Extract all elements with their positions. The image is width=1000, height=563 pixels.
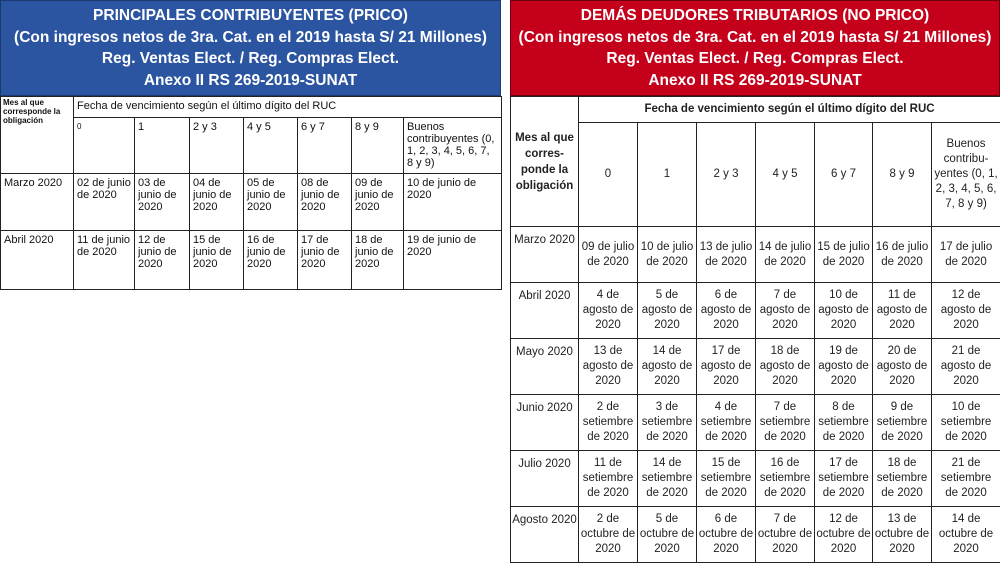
no-prico-digit-1: 1 bbox=[638, 123, 697, 227]
no-prico-digit-2-3: 2 y 3 bbox=[697, 123, 756, 227]
no-prico-date-cell: 13 de agosto de 2020 bbox=[579, 339, 638, 395]
prico-subtitle-registers: Reg. Ventas Elect. / Reg. Compras Elect. bbox=[1, 48, 500, 70]
no-prico-banner bbox=[510, 0, 1000, 96]
prico-date-cell: 05 de junio de 2020 bbox=[244, 174, 298, 231]
no-prico-date-cell: 17 de agosto de 2020 bbox=[697, 339, 756, 395]
no-prico-date-cell: 16 de setiembre de 2020 bbox=[756, 451, 815, 507]
no-prico-row-month: Mayo 2020 bbox=[511, 339, 579, 395]
no-prico-date-cell: 20 de agosto de 2020 bbox=[873, 339, 932, 395]
no-prico-mes-header: Mes al que corres-ponde la obligación bbox=[511, 97, 579, 227]
no-prico-date-cell: 15 de julio de 2020 bbox=[815, 227, 873, 283]
table-row bbox=[511, 227, 1000, 283]
prico-date-cell: 19 de junio de 2020 bbox=[404, 231, 502, 290]
prico-date-cell: 10 de junio de 2020 bbox=[404, 174, 502, 231]
no-prico-date-cell: 10 de setiembre de 2020 bbox=[932, 395, 1000, 451]
no-prico-date-cell: 17 de julio de 2020 bbox=[932, 227, 1000, 283]
no-prico-date-cell: 9 de setiembre de 2020 bbox=[873, 395, 932, 451]
no-prico-date-cell: 12 de octubre de 2020 bbox=[815, 507, 873, 563]
no-prico-date-cell: 14 de octubre de 2020 bbox=[932, 507, 1000, 563]
no-prico-date-cell: 12 de agosto de 2020 bbox=[932, 283, 1000, 339]
table-row bbox=[511, 339, 1000, 395]
prico-mes-header: Mes al que corresponde la obligación bbox=[1, 97, 74, 174]
no-prico-digit-0: 0 bbox=[579, 123, 638, 227]
no-prico-date-cell: 3 de setiembre de 2020 bbox=[638, 395, 697, 451]
no-prico-date-cell: 7 de octubre de 2020 bbox=[756, 507, 815, 563]
no-prico-date-cell: 4 de setiembre de 2020 bbox=[697, 395, 756, 451]
prico-date-cell: 08 de junio de 2020 bbox=[298, 174, 352, 231]
no-prico-row-month: Agosto 2020 bbox=[511, 507, 579, 563]
no-prico-date-cell: 14 de setiembre de 2020 bbox=[638, 451, 697, 507]
prico-fecha-header: Fecha de vencimiento según el último dígito del RUC bbox=[74, 97, 502, 118]
no-prico-date-cell: 2 de setiembre de 2020 bbox=[579, 395, 638, 451]
no-prico-date-cell: 19 de agosto de 2020 bbox=[815, 339, 873, 395]
no-prico-schedule-table bbox=[510, 96, 1000, 563]
no-prico-date-cell: 6 de agosto de 2020 bbox=[697, 283, 756, 339]
no-prico-date-cell: 13 de octubre de 2020 bbox=[873, 507, 932, 563]
no-prico-row-month: Marzo 2020 bbox=[511, 227, 579, 283]
table-row bbox=[511, 283, 1000, 339]
no-prico-digit-8-9: 8 y 9 bbox=[873, 123, 932, 227]
no-prico-date-cell: 2 de octubre de 2020 bbox=[579, 507, 638, 563]
no-prico-date-cell: 10 de julio de 2020 bbox=[638, 227, 697, 283]
prico-date-cell: 03 de junio de 2020 bbox=[135, 174, 190, 231]
no-prico-date-cell: 16 de julio de 2020 bbox=[873, 227, 932, 283]
prico-title: PRINCIPALES CONTRIBUYENTES (PRICO) bbox=[1, 5, 500, 27]
no-prico-digit-buenos: Buenos contribu-yentes (0, 1, 2, 3, 4, 5, 6, 7, 8 y 9) bbox=[932, 123, 1000, 227]
no-prico-date-cell: 5 de octubre de 2020 bbox=[638, 507, 697, 563]
prico-digit-buenos: Buenos contribuyentes (0, 1, 2, 3, 4, 5, 6, 7, 8 y 9) bbox=[404, 118, 502, 174]
table-row bbox=[511, 395, 1000, 451]
no-prico-subtitle-annex: Anexo II RS 269-2019-SUNAT bbox=[511, 70, 999, 92]
no-prico-date-cell: 18 de agosto de 2020 bbox=[756, 339, 815, 395]
prico-date-cell: 18 de junio de 2020 bbox=[352, 231, 404, 290]
prico-digit-6-7: 6 y 7 bbox=[298, 118, 352, 174]
no-prico-subtitle-registers: Reg. Ventas Elect. / Reg. Compras Elect. bbox=[511, 48, 999, 70]
no-prico-title: DEMÁS DEUDORES TRIBUTARIOS (NO PRICO) bbox=[511, 5, 999, 27]
prico-date-cell: 16 de junio de 2020 bbox=[244, 231, 298, 290]
prico-subtitle-annex: Anexo II RS 269-2019-SUNAT bbox=[1, 70, 500, 92]
no-prico-date-cell: 4 de agosto de 2020 bbox=[579, 283, 638, 339]
prico-digit-0: 0 bbox=[74, 118, 135, 174]
prico-date-cell: 12 de junio de 2020 bbox=[135, 231, 190, 290]
prico-digit-4-5: 4 y 5 bbox=[244, 118, 298, 174]
prico-date-cell: 11 de junio de 2020 bbox=[74, 231, 135, 290]
no-prico-panel bbox=[510, 0, 1000, 560]
no-prico-date-cell: 11 de agosto de 2020 bbox=[873, 283, 932, 339]
no-prico-date-cell: 7 de setiembre de 2020 bbox=[756, 395, 815, 451]
no-prico-digit-6-7: 6 y 7 bbox=[815, 123, 873, 227]
table-row bbox=[511, 451, 1000, 507]
no-prico-date-cell: 21 de setiembre de 2020 bbox=[932, 451, 1000, 507]
prico-schedule-table bbox=[0, 96, 502, 290]
prico-date-cell: 09 de junio de 2020 bbox=[352, 174, 404, 231]
prico-date-cell: 04 de junio de 2020 bbox=[190, 174, 244, 231]
prico-date-cell: 17 de junio de 2020 bbox=[298, 231, 352, 290]
prico-row-month: Abril 2020 bbox=[1, 231, 74, 290]
no-prico-date-cell: 14 de agosto de 2020 bbox=[638, 339, 697, 395]
table-row bbox=[1, 174, 502, 231]
no-prico-digit-4-5: 4 y 5 bbox=[756, 123, 815, 227]
no-prico-subtitle-income: (Con ingresos netos de 3ra. Cat. en el 2019 hasta S/ 21 Millones) bbox=[511, 27, 999, 49]
prico-digit-2-3: 2 y 3 bbox=[190, 118, 244, 174]
no-prico-date-cell: 6 de octubre de 2020 bbox=[697, 507, 756, 563]
no-prico-date-cell: 10 de agosto de 2020 bbox=[815, 283, 873, 339]
no-prico-row-month: Julio 2020 bbox=[511, 451, 579, 507]
prico-panel bbox=[0, 0, 501, 300]
no-prico-date-cell: 09 de julio de 2020 bbox=[579, 227, 638, 283]
prico-date-cell: 15 de junio de 2020 bbox=[190, 231, 244, 290]
no-prico-date-cell: 11 de setiembre de 2020 bbox=[579, 451, 638, 507]
prico-row-month: Marzo 2020 bbox=[1, 174, 74, 231]
no-prico-date-cell: 7 de agosto de 2020 bbox=[756, 283, 815, 339]
prico-digit-1: 1 bbox=[135, 118, 190, 174]
no-prico-date-cell: 14 de julio de 2020 bbox=[756, 227, 815, 283]
prico-banner bbox=[0, 0, 501, 96]
no-prico-date-cell: 15 de setiembre de 2020 bbox=[697, 451, 756, 507]
prico-subtitle-income: (Con ingresos netos de 3ra. Cat. en el 2019 hasta S/ 21 Millones) bbox=[1, 27, 500, 49]
no-prico-date-cell: 5 de agosto de 2020 bbox=[638, 283, 697, 339]
prico-date-cell: 02 de junio de 2020 bbox=[74, 174, 135, 231]
no-prico-row-month: Junio 2020 bbox=[511, 395, 579, 451]
prico-digit-8-9: 8 y 9 bbox=[352, 118, 404, 174]
no-prico-row-month: Abril 2020 bbox=[511, 283, 579, 339]
no-prico-date-cell: 8 de setiembre de 2020 bbox=[815, 395, 873, 451]
no-prico-date-cell: 21 de agosto de 2020 bbox=[932, 339, 1000, 395]
no-prico-date-cell: 17 de setiembre de 2020 bbox=[815, 451, 873, 507]
table-row bbox=[511, 507, 1000, 563]
table-row bbox=[1, 231, 502, 290]
no-prico-fecha-header: Fecha de vencimiento según el último dígito del RUC bbox=[579, 97, 1000, 123]
no-prico-date-cell: 18 de setiembre de 2020 bbox=[873, 451, 932, 507]
no-prico-date-cell: 13 de julio de 2020 bbox=[697, 227, 756, 283]
